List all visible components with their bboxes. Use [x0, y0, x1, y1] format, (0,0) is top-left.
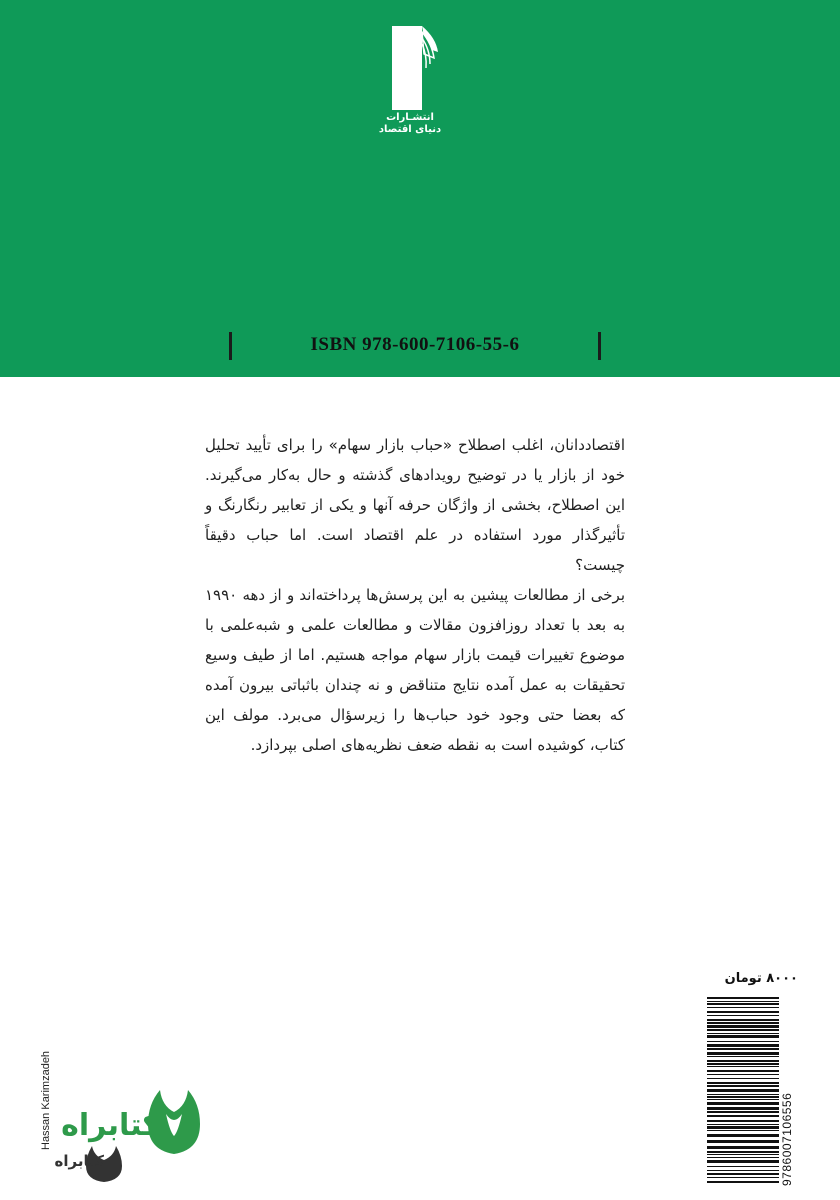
barcode-bar	[707, 1056, 779, 1057]
barcode-bar	[707, 1140, 779, 1143]
barcode-bar	[707, 1074, 779, 1075]
barcode-bar	[707, 1170, 779, 1171]
barcode-bar	[707, 1096, 779, 1098]
barcode-bar	[707, 1115, 779, 1117]
publisher-line-2: دنیای اقتصاد	[378, 124, 442, 135]
isbn-text: ISBN 978-600-7106-55-6	[310, 334, 520, 355]
blurb-paragraph-1: اقتصاددانان، اغلب اصطلاح «حباب بازار سهام» را برای تأیید تحلیل خود از بازار یا در توضیح رویدادهای گذشته و حال به‌کار می‌گیرند. این اصطلاح، بخشی از واژگان حرفه آنها و یکی از تعابیر رنگارنگ و تأثیرگذار مورد استفاده در علم اقتصاد است. اما حباب دقیقاً چیست؟	[205, 436, 625, 574]
barcode-bar	[707, 1130, 779, 1131]
barcode-bar	[707, 1107, 779, 1110]
barcode-bar	[707, 1126, 779, 1129]
barcode-bar	[707, 1166, 779, 1167]
barcode-bar	[707, 1041, 779, 1042]
barcode-bar	[707, 1066, 779, 1067]
barcode-bar	[707, 1015, 779, 1016]
publisher-name	[340, 112, 480, 136]
blurb-paragraph-2: برخی از مطالعات پیشین به این پرسش‌ها پرداخته‌اند و از دهه ۱۹۹۰ به بعد با تعداد روزافزون مقالات و مطالعات علمی و شبه‌علمی با موضوع تغییرات قیمت بازار سهام مواجه هستیم. اما از طیف وسیع تحقیقات به عمل آمده نتایج متناقض و نه چندان باثباتی بیرون آمده که بعضا حتی وجود خود حباب‌ها را زیرسؤال می‌برد. مولف این کتاب، کوشیده است به نقطه ضعف نظریه‌های اصلی بپردازد.	[205, 586, 625, 754]
barcode-bar	[707, 1173, 779, 1175]
publisher-line-1: انتشـارات	[386, 112, 434, 123]
barcode-bar	[707, 1120, 779, 1122]
barcode-bar	[707, 997, 779, 999]
barcode-bar	[707, 1007, 779, 1008]
barcode-bar	[707, 1094, 779, 1095]
barcode-bar	[707, 1001, 779, 1002]
barcode-bar	[707, 1019, 779, 1021]
isbn-row	[229, 326, 601, 362]
barcode-bar	[707, 1044, 779, 1047]
barcode-bar	[707, 1052, 779, 1055]
isbn-right-bar	[598, 332, 601, 360]
watermark-text: کتابراه	[61, 1108, 160, 1143]
barcode-bar	[707, 1033, 779, 1034]
price-label: ۸۰۰۰ تومان	[724, 971, 798, 986]
barcode-bar	[707, 1085, 779, 1087]
barcode-bar	[707, 1157, 779, 1158]
barcode-bar	[707, 1063, 779, 1065]
barcode-bar	[707, 1111, 779, 1113]
barcode-bar	[707, 1160, 779, 1163]
barcode-bar	[707, 1154, 779, 1155]
barcode-bar	[707, 1078, 779, 1079]
barcode-bar	[707, 1003, 779, 1005]
back-cover-blurb	[205, 430, 625, 760]
barcode-bar	[707, 1060, 779, 1062]
barcode-bar	[707, 1089, 779, 1092]
barcode-bar	[707, 1124, 779, 1125]
barcode-bar	[707, 1177, 779, 1178]
barcode-bar	[707, 1035, 779, 1038]
barcode-bar	[707, 1048, 779, 1050]
watermark-text-small: کتابراه	[54, 1152, 104, 1170]
barcode-bar	[707, 1099, 779, 1100]
barcode-bar	[707, 1029, 779, 1031]
barcode-digits: 9786007106556	[780, 1092, 794, 1186]
barcode-bar	[707, 1151, 779, 1153]
barcode-bar	[707, 1022, 779, 1024]
barcode-bar	[707, 1025, 779, 1028]
barcode-bar	[707, 1102, 779, 1105]
designer-credit: Hassan Karimzadeh	[40, 1050, 52, 1150]
barcode-bar	[707, 1146, 779, 1149]
barcode-bar	[707, 1181, 779, 1183]
cover-green-band	[0, 0, 840, 377]
barcode-bar	[707, 1082, 779, 1084]
barcode-bar	[707, 1070, 779, 1072]
barcode-bar	[707, 1011, 779, 1013]
barcode-bar	[707, 1134, 779, 1137]
